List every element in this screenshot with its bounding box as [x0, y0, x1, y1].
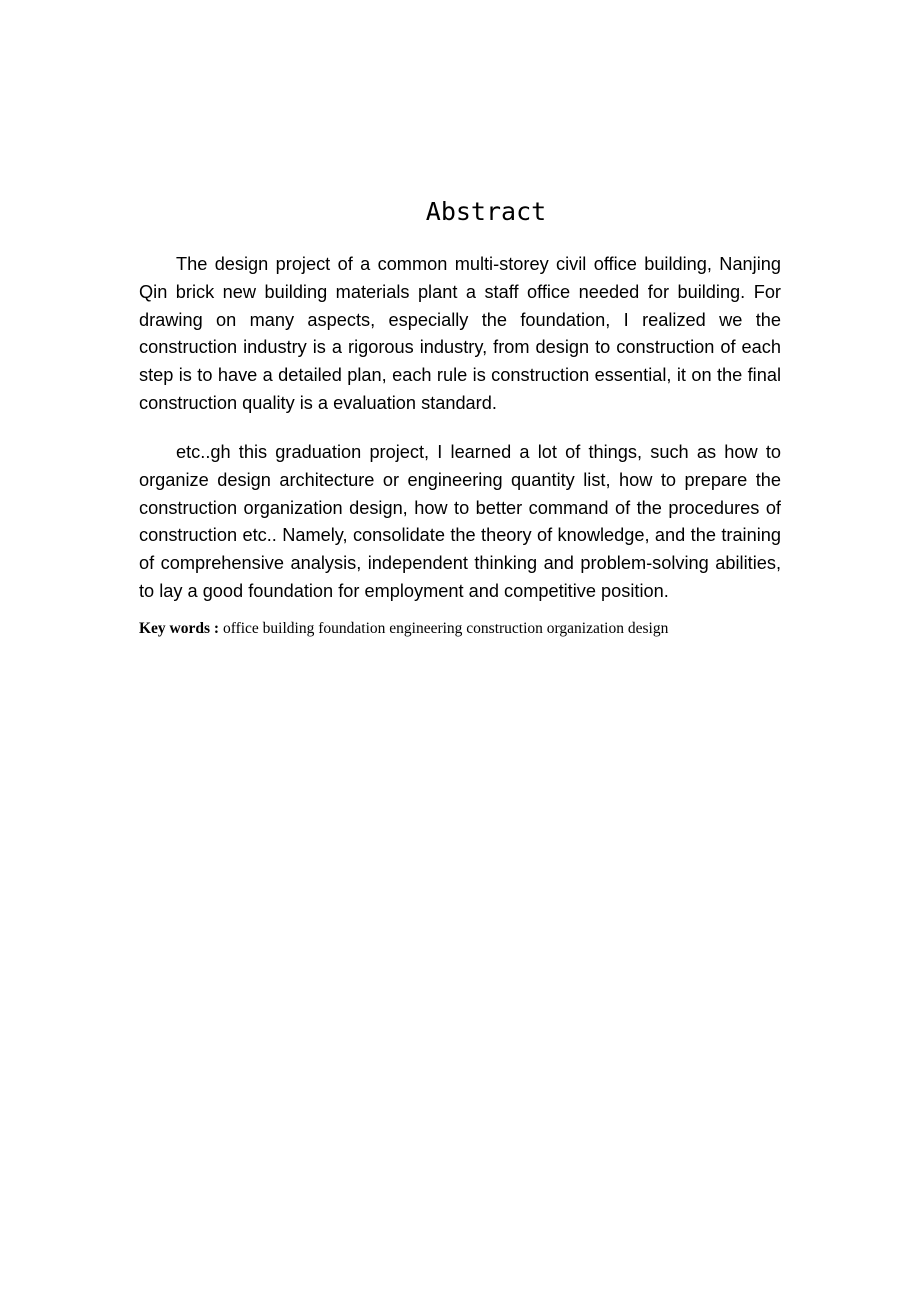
abstract-title: Abstract — [425, 197, 547, 226]
keywords-text: office building foundation engineering construction organization design — [222, 620, 669, 637]
keywords-label: Key words : — [139, 620, 220, 637]
abstract-paragraph-1: The design project of a common multi-storey civil office building, Nanjing Qin brick new building materials plant a staff office needed for building. For drawing on many aspects, especially the foundation, I realized we the construction industry is a rigorous industry, from design to construction of each step is to have a detailed plan, each rule is construction essential, it on the final construction quality is a evaluation standard. — [139, 254, 781, 413]
keywords-line — [139, 618, 839, 640]
abstract-paragraph-2: etc..gh this graduation project, I learned a lot of things, such as how to organize design architecture or engineering quantity list, how to prepare the construction organization design, how to better command of the procedures of construction etc.. Namely, consolidate the theory of knowledge, and the training of comprehensive analysis, independent thinking and problem-solving abilities, to lay a good foundation for employment and competitive position. — [139, 442, 781, 601]
